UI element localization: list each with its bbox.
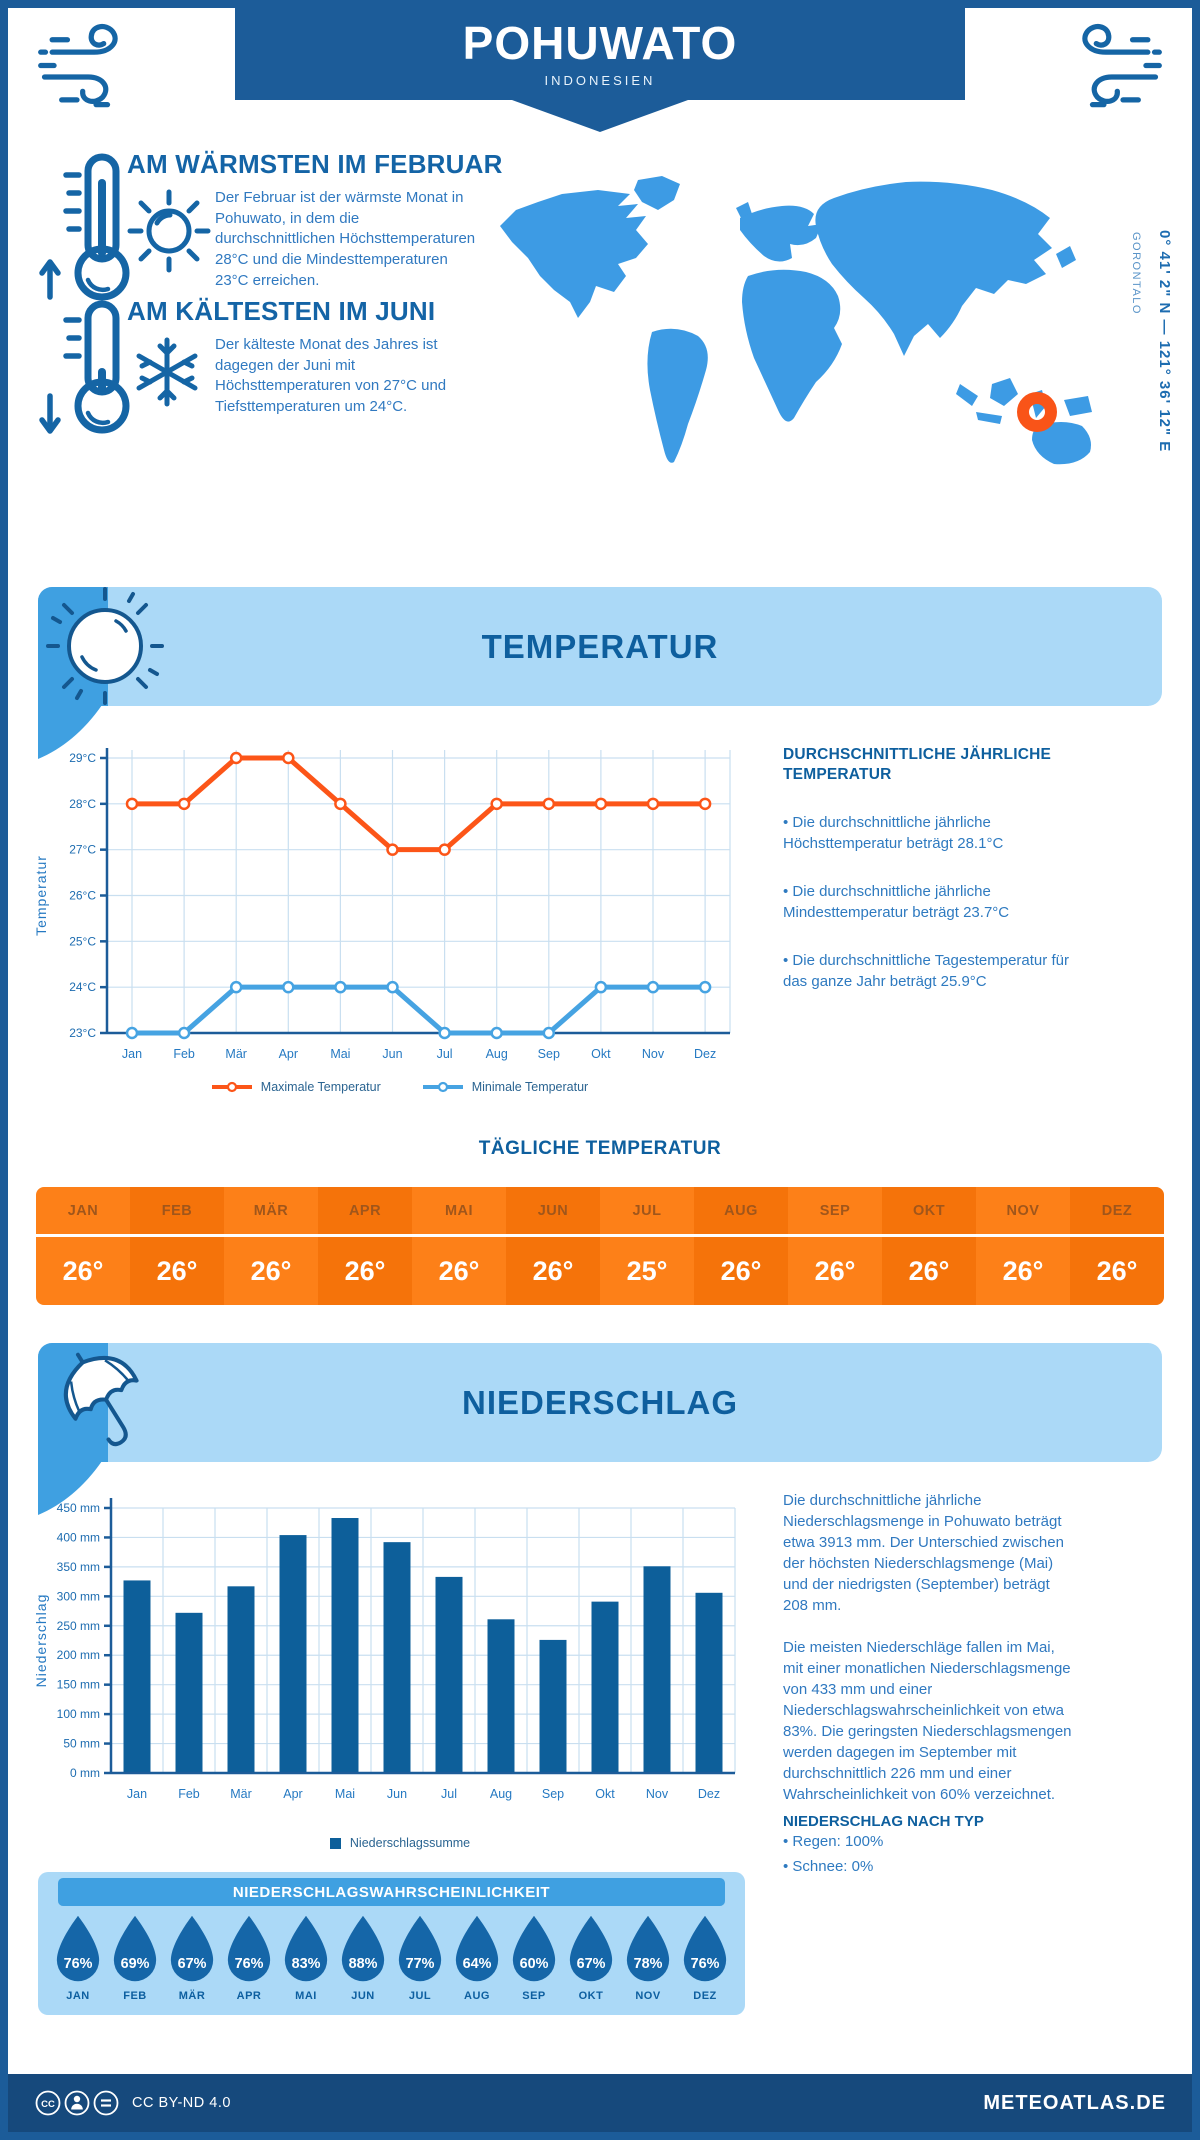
temperature-summary — [783, 745, 1075, 992]
legend-marker — [228, 1083, 236, 1091]
probability-month: OKT — [578, 1990, 604, 2002]
daily-temperature-title: TÄGLICHE TEMPERATUR — [478, 1138, 722, 1159]
probability-value: 76% — [63, 1955, 93, 1972]
legend-label: Niederschlagssumme — [349, 1836, 471, 1850]
water-drop-icon — [53, 1914, 103, 1987]
probability-value: 78% — [633, 1955, 663, 1972]
precipitation-probability-panel — [38, 1872, 745, 2015]
x-tick-label: Dez — [697, 1787, 721, 1801]
daily-temp-month: JUL — [600, 1187, 694, 1237]
probability-value: 60% — [519, 1955, 549, 1972]
temperature-bullet: • Die durchschnittliche jährliche Höchsttemperatur beträgt 28.1°C — [783, 814, 1004, 853]
series-line — [132, 987, 705, 1033]
daily-temp-month: JUN — [506, 1187, 600, 1237]
x-tick-label: Sep — [537, 1047, 560, 1061]
probability-month: APR — [236, 1990, 262, 2002]
legend-line-icon — [423, 1081, 463, 1093]
data-point — [283, 753, 293, 763]
data-point — [283, 982, 293, 992]
probability-month: MAI — [295, 1990, 317, 2002]
precipitation-type-snow: • Schnee: 0% — [783, 1857, 874, 1875]
data-point — [388, 845, 398, 855]
daily-temp-month: NOV — [976, 1187, 1070, 1237]
water-drop-icon — [509, 1914, 559, 1987]
bar — [228, 1586, 255, 1773]
x-tick-label: Sep — [541, 1787, 565, 1801]
probability-month: AUG — [464, 1990, 490, 2002]
probability-drop — [508, 1914, 560, 2002]
data-point — [335, 982, 345, 992]
temperature-bullet: • Die durchschnittliche Tagestemperatur für das ganze Jahr beträgt 25.9°C — [783, 952, 1069, 991]
daily-temp-column — [788, 1187, 882, 1305]
x-tick-label: Apr — [283, 1787, 303, 1801]
daily-temp-month: DEZ — [1070, 1187, 1164, 1237]
bar — [644, 1566, 671, 1773]
precipitation-type-rain: • Regen: 100% — [783, 1833, 884, 1850]
x-tick-label: Mai — [330, 1047, 351, 1061]
data-point — [179, 799, 189, 809]
footer-bar — [8, 2074, 1192, 2132]
probability-month: NOV — [635, 1990, 661, 2002]
x-tick-label: Nov — [645, 1787, 669, 1801]
probability-drop — [280, 1914, 332, 2002]
probability-drop — [337, 1914, 389, 2002]
x-tick-label: Dez — [693, 1047, 717, 1061]
precipitation-probability-title: NIEDERSCHLAGSWAHRSCHEINLICHKEIT — [58, 1878, 725, 1906]
daily-temp-value: 25° — [626, 1255, 668, 1286]
coldest-heading: AM KÄLTESTEN IM JUNI — [127, 296, 436, 326]
legend-item — [423, 1080, 588, 1094]
x-tick-label: Jan — [121, 1047, 143, 1061]
daily-temp-value: 26° — [532, 1255, 574, 1286]
legend-item — [330, 1836, 470, 1850]
header-chevron — [512, 100, 688, 132]
cc-by-nd-icons — [34, 2089, 120, 2117]
bar — [280, 1535, 307, 1773]
map-asia — [815, 182, 1052, 356]
temperature-banner — [38, 587, 1162, 706]
data-point — [648, 982, 658, 992]
probability-drop — [109, 1914, 161, 2002]
y-axis-title: Niederschlag — [33, 1593, 49, 1688]
cc-icon: CC — [41, 2099, 55, 2110]
y-tick-label: 50 mm — [63, 1736, 100, 1751]
probability-drop — [451, 1914, 503, 2002]
daily-temp-column — [1070, 1187, 1164, 1305]
x-tick-label: Jul — [436, 1047, 453, 1061]
x-tick-label: Nov — [641, 1047, 665, 1061]
daily-temp-column — [882, 1187, 976, 1305]
y-tick-label: 28°C — [69, 796, 96, 811]
probability-value: 67% — [177, 1955, 207, 1972]
probability-drop — [622, 1914, 674, 2002]
probability-drop — [223, 1914, 275, 2002]
data-point — [440, 845, 450, 855]
map-greenland — [634, 176, 680, 210]
data-point — [127, 799, 137, 809]
daily-temp-column — [318, 1187, 412, 1305]
probability-drop — [565, 1914, 617, 2002]
data-point — [544, 1028, 554, 1038]
x-tick-label: Jun — [386, 1787, 408, 1801]
x-tick-label: Aug — [489, 1787, 513, 1801]
probability-month: JUL — [408, 1990, 432, 2002]
data-point — [179, 1028, 189, 1038]
daily-temp-value: 26° — [814, 1255, 856, 1286]
water-drop-icon — [338, 1914, 388, 1987]
bar — [384, 1542, 411, 1773]
probability-drop — [52, 1914, 104, 2002]
probability-month: SEP — [522, 1990, 546, 2002]
probability-month: JAN — [66, 1990, 90, 2002]
y-tick-label: 29°C — [69, 751, 96, 765]
data-point — [440, 1028, 450, 1038]
wind-icon — [1035, 14, 1170, 119]
y-axis-title: Temperatur — [33, 855, 49, 936]
sun-banner-icon — [40, 581, 170, 711]
water-drop-icon — [566, 1914, 616, 1987]
x-tick-label: Aug — [485, 1047, 508, 1061]
daily-temp-month: MÄR — [224, 1187, 318, 1237]
y-tick-label: 150 mm — [56, 1677, 100, 1692]
y-tick-label: 100 mm — [56, 1707, 100, 1722]
x-tick-label: Feb — [173, 1047, 195, 1061]
probability-month: MÄR — [178, 1990, 206, 2002]
sun-icon — [130, 192, 208, 270]
y-tick-label: 24°C — [69, 980, 96, 995]
x-tick-label: Jan — [126, 1787, 148, 1801]
map-japan — [1056, 246, 1076, 268]
page-subtitle: INDONESIEN — [544, 73, 656, 88]
probability-drop — [679, 1914, 731, 2002]
data-point — [700, 982, 710, 992]
probability-value: 76% — [234, 1955, 264, 1972]
data-point — [492, 1028, 502, 1038]
page-title: POHUWATO — [462, 17, 738, 69]
water-drop-icon — [395, 1914, 445, 1987]
probability-drops-row — [38, 1906, 745, 2002]
legend-label: Maximale Temperatur — [260, 1080, 381, 1094]
daily-temp-column — [506, 1187, 600, 1305]
water-drop-icon — [110, 1914, 160, 1987]
legend-marker — [439, 1083, 447, 1091]
water-drop-icon — [281, 1914, 331, 1987]
x-tick-label: Mär — [225, 1047, 247, 1061]
precipitation-type-title: NIEDERSCHLAG NACH TYP — [783, 1813, 984, 1830]
temperature-bullet: • Die durchschnittliche jährliche Mindesttemperatur beträgt 23.7°C — [783, 883, 1010, 922]
daily-temp-column — [130, 1187, 224, 1305]
probability-value: 64% — [462, 1955, 492, 1972]
coldest-body: Der kälteste Monat des Jahres ist dagegen der Juni mit Höchsttemperaturen von 27°C und Tiefsttemperaturen um 24°C. — [215, 336, 447, 416]
temperature-banner-title: TEMPERATUR — [481, 627, 719, 665]
data-point — [596, 982, 606, 992]
precipitation-bar-chart — [30, 1473, 770, 1818]
daily-temp-month: OKT — [882, 1187, 976, 1237]
license-label: CC BY-ND 4.0 — [132, 2095, 231, 2111]
header-banner — [235, 8, 965, 100]
probability-drop — [166, 1914, 218, 2002]
legend-item — [212, 1080, 381, 1094]
map-africa — [742, 270, 842, 422]
x-tick-label: Jul — [441, 1787, 457, 1801]
data-point — [492, 799, 502, 809]
map-south-america — [647, 329, 707, 463]
precipitation-paragraph: Die durchschnittliche jährliche Niederschlagsmenge in Pohuwato beträgt etwa 3913 mm. Der Unterschied zwischen der höchsten Niederschlagsmenge (Mai) und der niedrigsten (September) beträgt 208 mm. — [783, 1492, 1064, 1614]
brand-label: METEOATLAS.DE — [983, 2091, 1166, 2114]
temperature-chart-legend — [30, 1080, 770, 1094]
daily-temp-month: SEP — [788, 1187, 882, 1237]
precipitation-paragraph: Die meisten Niederschläge fallen im Mai, mit einer monatlichen Niederschlagsmenge von 433 mm und einer Niederschlagswahrscheinlichkeit von etwa 83%. Die geringsten Niederschlagsmengen werden dagegen im September mit durchschnittlich 226 mm und einer Wahrscheinlichkeit von 60% verzeichnet. — [783, 1639, 1072, 1803]
region-label: GORONTALO — [1130, 232, 1142, 315]
daily-temp-column — [224, 1187, 318, 1305]
daily-temp-month: MAI — [412, 1187, 506, 1237]
y-tick-label: 200 mm — [56, 1648, 100, 1663]
probability-month: DEZ — [693, 1990, 717, 2002]
nd-icon — [101, 2101, 111, 2106]
daily-temp-column — [694, 1187, 788, 1305]
y-tick-label: 25°C — [69, 934, 96, 949]
water-drop-icon — [224, 1914, 274, 1987]
data-point — [648, 799, 658, 809]
water-drop-icon — [623, 1914, 673, 1987]
bar — [540, 1640, 567, 1773]
probability-value: 69% — [120, 1955, 150, 1972]
precipitation-chart-legend — [30, 1836, 770, 1850]
bar — [436, 1577, 463, 1773]
data-point — [127, 1028, 137, 1038]
daily-temp-value: 26° — [1096, 1255, 1138, 1286]
legend-line-icon — [212, 1081, 252, 1093]
daily-temp-month: JAN — [36, 1187, 130, 1237]
map-europe — [740, 206, 822, 262]
daily-temp-value: 26° — [344, 1255, 386, 1286]
precipitation-summary — [783, 1490, 1075, 1880]
data-point — [335, 799, 345, 809]
daily-temp-month: APR — [318, 1187, 412, 1237]
bar — [696, 1593, 723, 1773]
data-point — [596, 799, 606, 809]
data-point — [231, 753, 241, 763]
x-tick-label: Mai — [334, 1787, 356, 1801]
daily-temp-value: 26° — [1002, 1255, 1044, 1286]
wind-icon — [30, 14, 165, 119]
daily-temp-value: 26° — [438, 1255, 480, 1286]
daily-temp-column — [412, 1187, 506, 1305]
y-tick-label: 27°C — [69, 842, 96, 857]
daily-temp-value: 26° — [250, 1255, 292, 1286]
precipitation-banner-title: NIEDERSCHLAG — [461, 1383, 739, 1421]
data-point — [231, 982, 241, 992]
probability-month: JUN — [351, 1990, 375, 2002]
daily-temp-month: FEB — [130, 1187, 224, 1237]
y-tick-label: 0 mm — [70, 1766, 100, 1780]
bar — [124, 1580, 151, 1773]
legend-square — [330, 1838, 341, 1849]
y-tick-label: 300 mm — [56, 1589, 100, 1604]
world-map — [490, 166, 1100, 476]
probability-value: 67% — [576, 1955, 606, 1972]
snowflake-icon — [139, 340, 195, 404]
umbrella-icon — [40, 1338, 170, 1468]
data-point — [544, 799, 554, 809]
water-drop-icon — [680, 1914, 730, 1987]
data-point — [700, 799, 710, 809]
probability-value: 88% — [348, 1955, 378, 1972]
daily-temp-value: 26° — [908, 1255, 950, 1286]
daily-temp-value: 26° — [156, 1255, 198, 1286]
y-tick-label: 450 mm — [56, 1501, 100, 1515]
bar — [592, 1602, 619, 1773]
x-tick-label: Okt — [595, 1787, 615, 1801]
warmest-body: Der Februar ist der wärmste Monat in Pohuwato, in dem die durchschnittlichen Höchsttemperaturen 28°C und die Mindesttemperaturen 23°C erreichen. — [215, 189, 476, 289]
bar — [332, 1518, 359, 1773]
daily-temp-column — [36, 1187, 130, 1305]
precipitation-banner — [38, 1343, 1162, 1462]
x-tick-label: Jun — [382, 1047, 403, 1061]
y-tick-label: 400 mm — [56, 1530, 100, 1545]
x-tick-label: Mär — [230, 1787, 252, 1801]
y-tick-label: 350 mm — [56, 1559, 100, 1574]
daily-temp-column — [976, 1187, 1070, 1305]
daily-temp-column — [600, 1187, 694, 1305]
coordinates-label: 0° 41' 2" N — 121° 36' 12" E — [1156, 230, 1173, 453]
temperature-line-chart — [30, 740, 770, 1085]
daily-temp-value: 26° — [62, 1255, 104, 1286]
bar — [488, 1619, 515, 1773]
daily-temp-month: AUG — [694, 1187, 788, 1237]
warmest-heading: AM WÄRMSTEN IM FEBRUAR — [127, 149, 503, 179]
daily-temp-value: 26° — [720, 1255, 762, 1286]
y-tick-label: 23°C — [69, 1026, 96, 1040]
probability-value: 77% — [405, 1955, 435, 1972]
water-drop-icon — [167, 1914, 217, 1987]
y-tick-label: 250 mm — [56, 1618, 100, 1633]
data-point — [388, 982, 398, 992]
x-tick-label: Okt — [591, 1047, 611, 1061]
legend-label: Minimale Temperatur — [471, 1080, 589, 1094]
water-drop-icon — [452, 1914, 502, 1987]
y-tick-label: 26°C — [69, 888, 96, 903]
person-icon — [71, 2096, 83, 2110]
probability-value: 83% — [291, 1955, 321, 1972]
probability-month: FEB — [123, 1990, 147, 2002]
bar — [176, 1613, 203, 1773]
temperature-summary-title: DURCHSCHNITTLICHE JÄHRLICHE TEMPERATUR — [783, 746, 1052, 784]
x-tick-label: Feb — [178, 1787, 200, 1801]
daily-temperature-table — [36, 1187, 1164, 1305]
probability-value: 76% — [690, 1955, 720, 1972]
x-tick-label: Apr — [278, 1047, 299, 1061]
probability-drop — [394, 1914, 446, 2002]
map-north-america — [500, 190, 648, 318]
